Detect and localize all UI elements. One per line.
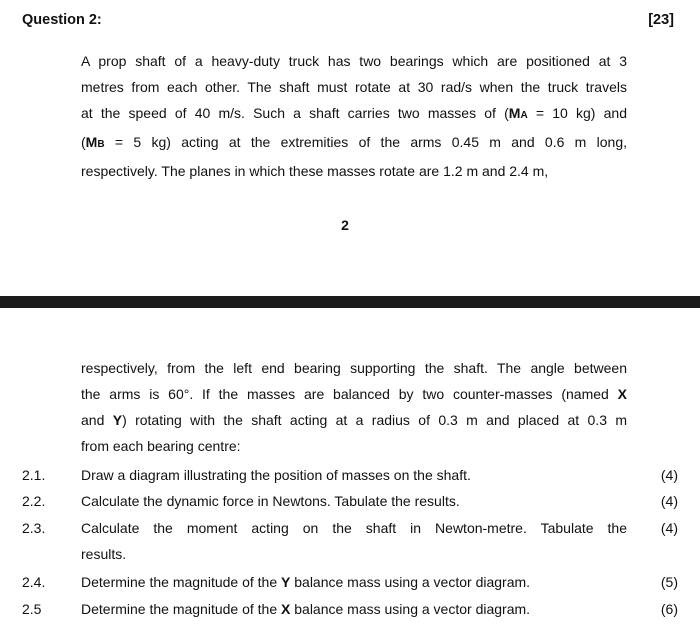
mass-b-subscript: B [97, 139, 105, 150]
item-text-part: Determine the magnitude of the [81, 601, 282, 617]
item-text: Calculate the dynamic force in Newtons. Tabulate the results. [81, 493, 460, 509]
item-text-part: balance mass using a vector diagram. [290, 574, 531, 590]
counter-mass-x-label: X [617, 386, 627, 402]
continuation-text: ) rotating with the shaft acting at a radius of 0.3 m and placed at 0.3 m [122, 412, 627, 428]
item-number: 2.4. [22, 574, 46, 590]
item-text: Draw a diagram illustrating the position of masses on the shaft. [81, 467, 471, 483]
item-number: 2.1. [22, 467, 46, 483]
continuation-line [81, 407, 627, 433]
item-text-part: Determine the magnitude of the [81, 574, 282, 590]
intro-line: metres from each other. The shaft must rotate at 30 rad/s when the truck travels [81, 79, 627, 95]
continuation-text: and [81, 412, 113, 428]
intro-line: A prop shaft of a heavy-duty truck has two bearings which are positioned at 3 [81, 53, 627, 69]
continuation-line: from each bearing centre: [81, 438, 241, 454]
item-text-part: balance mass using a vector diagram. [290, 601, 531, 617]
item-text-continued: results. [81, 546, 127, 562]
continuation-paragraph [81, 355, 627, 459]
counter-mass-y-label: Y [112, 412, 123, 428]
item-text: Calculate the moment acting on the shaft in Newton-metre. Tabulate the [81, 520, 627, 536]
mass-a-subscript: A [520, 110, 528, 121]
item-marks: (4) [660, 467, 678, 483]
item-number: 2.3. [22, 520, 46, 536]
intro-text: = 10 kg) and [527, 105, 627, 121]
item-marks: (4) [660, 520, 678, 536]
item-number: 2.2. [22, 493, 46, 509]
continuation-line [81, 381, 627, 407]
item-text [81, 569, 627, 595]
intro-line [81, 100, 627, 129]
page-number: 2 [341, 217, 349, 233]
balance-mass-x-label: X [281, 601, 291, 617]
intro-line: respectively. The planes in which these masses rotate are 1.2 m and 2.4 m, [81, 163, 549, 179]
item-marks: (6) [660, 601, 678, 617]
intro-paragraph [81, 48, 627, 184]
question-title: Question 2: [22, 12, 102, 28]
item-marks: (5) [660, 574, 678, 590]
continuation-line: respectively, from the left end bearing supporting the shaft. The angle between [81, 360, 627, 376]
item-text [81, 596, 627, 622]
intro-text: at the speed of 40 m/s. Such a shaft carries two masses of ( [81, 105, 509, 121]
total-marks: [23] [648, 12, 674, 28]
item-number: 2.5 [22, 601, 42, 617]
mass-a-symbol: M [508, 105, 521, 121]
intro-line [81, 129, 627, 158]
mass-b-symbol: M [85, 134, 98, 150]
item-marks: (4) [660, 493, 678, 509]
balance-mass-y-label: Y [281, 574, 291, 590]
continuation-text: the arms is 60°. If the masses are balanced by two counter-masses (named [81, 386, 618, 402]
intro-text: ( [81, 134, 86, 150]
intro-text: = 5 kg) acting at the extremities of the arms 0.45 m and 0.6 m long, [104, 134, 627, 150]
page-divider [0, 296, 700, 308]
